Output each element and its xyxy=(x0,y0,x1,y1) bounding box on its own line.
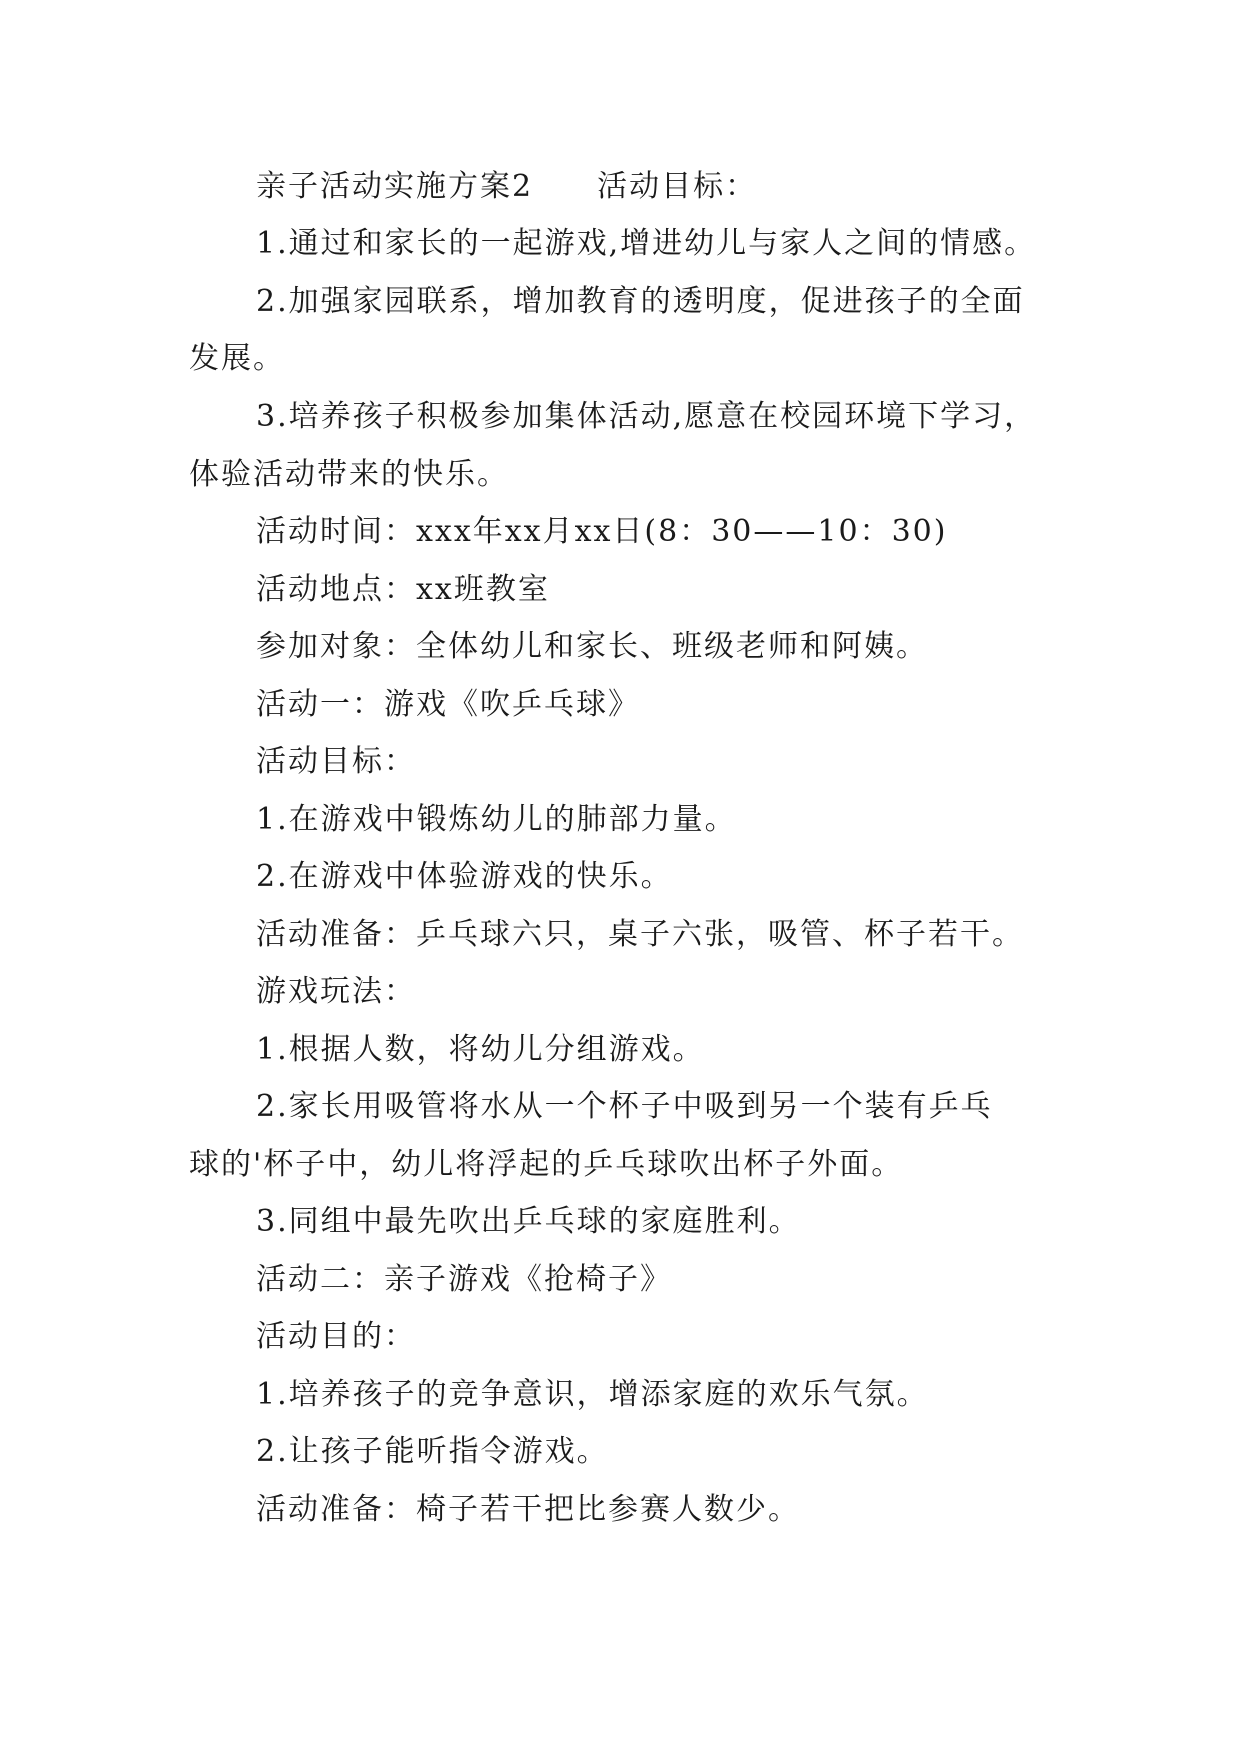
document-title-line: 亲子活动实施方案2 活动目标： xyxy=(256,169,758,204)
text-line: 3.培养孩子积极参加集体活动,愿意在校园环境下学习， xyxy=(256,399,1037,434)
text-line: 参加对象：全体幼儿和家长、班级老师和阿姨。 xyxy=(256,629,928,664)
text-line: 2.加强家园联系，增加教育的透明度，促进孩子的全面 xyxy=(256,284,1025,319)
text-line: 活动目标： xyxy=(256,744,416,779)
text-line: 活动准备：乒乓球六只，桌子六张，吸管、杯子若干。 xyxy=(256,917,1024,952)
text-line: 球的'杯子中，幼儿将浮起的乒乓球吹出杯子外面。 xyxy=(189,1147,904,1182)
text-line: 1.通过和家长的一起游戏,增进幼儿与家人之间的情感。 xyxy=(256,226,1037,261)
text-line: 游戏玩法： xyxy=(256,974,416,1009)
text-line: 2.让孩子能听指令游戏。 xyxy=(256,1434,609,1469)
text-line: 活动地点：xx班教室 xyxy=(256,572,550,607)
text-line: 2.在游戏中体验游戏的快乐。 xyxy=(256,859,673,894)
text-line: 3.同组中最先吹出乒乓球的家庭胜利。 xyxy=(256,1204,801,1239)
text-line: 活动时间：xxx年xx月xx日(8：30——10：30) xyxy=(256,514,948,549)
text-line: 活动目的： xyxy=(256,1319,416,1354)
text-line: 1.培养孩子的竞争意识，增添家庭的欢乐气氛。 xyxy=(256,1377,929,1412)
text-line: 1.在游戏中锻炼幼儿的肺部力量。 xyxy=(256,802,737,837)
section-heading: 活动一：游戏《吹乒乓球》 xyxy=(256,687,640,722)
text-line: 1.根据人数，将幼儿分组游戏。 xyxy=(256,1032,705,1067)
text-line: 2.家长用吸管将水从一个杯子中吸到另一个装有乒乓 xyxy=(256,1089,993,1124)
text-line: 体验活动带来的快乐。 xyxy=(189,457,509,492)
text-line: 活动准备：椅子若干把比参赛人数少。 xyxy=(256,1492,800,1527)
section-heading: 活动二：亲子游戏《抢椅子》 xyxy=(256,1262,672,1297)
text-line: 发展。 xyxy=(189,341,285,376)
